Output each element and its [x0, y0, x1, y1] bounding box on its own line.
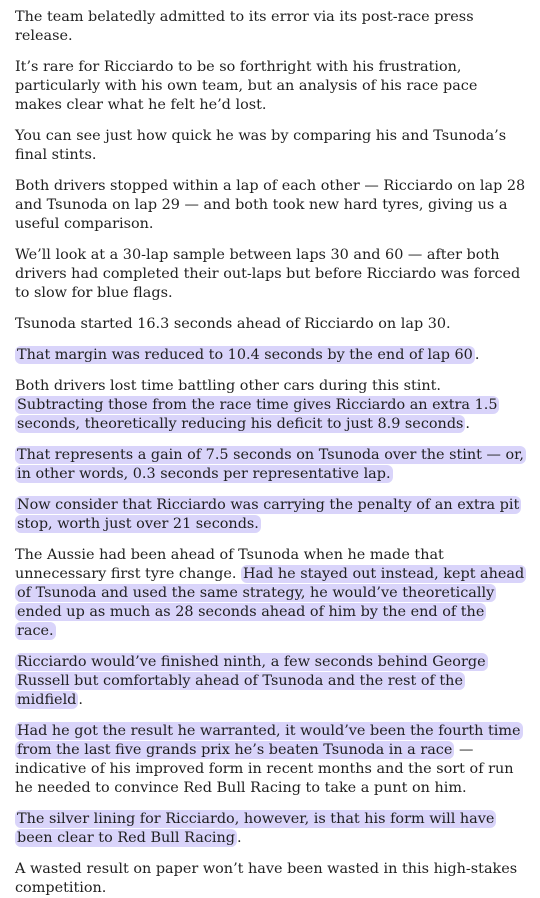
- paragraph-text: Tsunoda started 16.3 seconds ahead of Ricciardo on lap 30.: [15, 316, 451, 332]
- highlighted-text: Subtracting those from the race time gives Ricciardo an extra 1.5 seconds, theoretically reducing his deficit to just 8.9 seconds: [17, 397, 498, 432]
- article-paragraph: [15, 58, 526, 115]
- paragraph-text: Both drivers stopped within a lap of each other — Ricciardo on lap 28 and Tsunoda on lap 29 — and both took new hard tyres, giving us a useful comparison.: [15, 178, 526, 232]
- article-paragraph: [15, 346, 526, 365]
- article-paragraph: [15, 177, 526, 234]
- highlighted-text: The silver lining for Ricciardo, however, is that his form will have been clear to Red Bull Racing: [17, 811, 495, 846]
- article-paragraph: [15, 653, 526, 710]
- paragraph-text: The team belatedly admitted to its error via its post-race press release.: [15, 9, 474, 44]
- paragraph-text: The Aussie had been ahead of Tsunoda when he made that unnecessary first tyre change.: [15, 547, 444, 582]
- article-paragraph: [15, 546, 526, 641]
- paragraph-text: It’s rare for Ricciardo to be so forthright with his frustration, particularly with his own team, but an analysis of his race pace makes clear what he felt he’d lost.: [15, 59, 478, 113]
- highlighted-text: Ricciardo would’ve finished ninth, a few seconds behind George Russell but comfortably ahead of Tsunoda and the rest of the midfield: [17, 654, 486, 708]
- article-paragraph: [15, 377, 526, 434]
- article-paragraph: [15, 860, 526, 898]
- highlighted-text: Had he stayed out instead, kept ahead of Tsunoda and used the same strategy, he would’ve theoretically ended up as much as 28 seconds ahead of him by the end of the race.: [17, 566, 525, 639]
- paragraph-text: We’ll look at a 30-lap sample between laps 30 and 60 — after both drivers had completed their out-laps but before Ricciardo was forced to slow for blue flags.: [15, 247, 521, 301]
- highlighted-text: Had he got the result he warranted, it would’ve been the fourth time from the last five grands prix he’s beaten Tsunoda in a race: [17, 723, 521, 758]
- paragraph-text: .: [474, 347, 480, 363]
- article-paragraph: [15, 246, 526, 303]
- paragraph-text: Both drivers lost time battling other cars during this stint.: [15, 378, 441, 394]
- highlighted-text: Now consider that Ricciardo was carrying the penalty of an extra pit stop, worth just over 21 seconds.: [17, 497, 520, 532]
- paragraph-text: You can see just how quick he was by comparing his and Tsunoda’s final stints.: [15, 128, 507, 163]
- article-paragraph: [15, 315, 526, 334]
- article-paragraph: [15, 8, 526, 46]
- article-paragraph: [15, 722, 526, 798]
- highlighted-text: That represents a gain of 7.5 seconds on Tsunoda over the stint — or, in other words, 0.3 seconds per representative lap.: [17, 447, 525, 482]
- paragraph-text: .: [78, 692, 83, 708]
- highlighted-text: That margin was reduced to 10.4 seconds by the end of lap 60: [17, 347, 473, 363]
- article-paragraph: [15, 810, 526, 848]
- paragraph-text: — indicative of his improved form in recent months and the sort of run he needed to convince Red Bull Racing to take a punt on him.: [15, 742, 514, 796]
- paragraph-text: .: [465, 416, 470, 432]
- paragraph-text: A wasted result on paper won’t have been wasted in this high-stakes competition.: [15, 861, 518, 896]
- paragraph-text: .: [236, 830, 242, 846]
- article-paragraph: [15, 127, 526, 165]
- article-paragraph: [15, 496, 526, 534]
- article-paragraph: [15, 446, 526, 484]
